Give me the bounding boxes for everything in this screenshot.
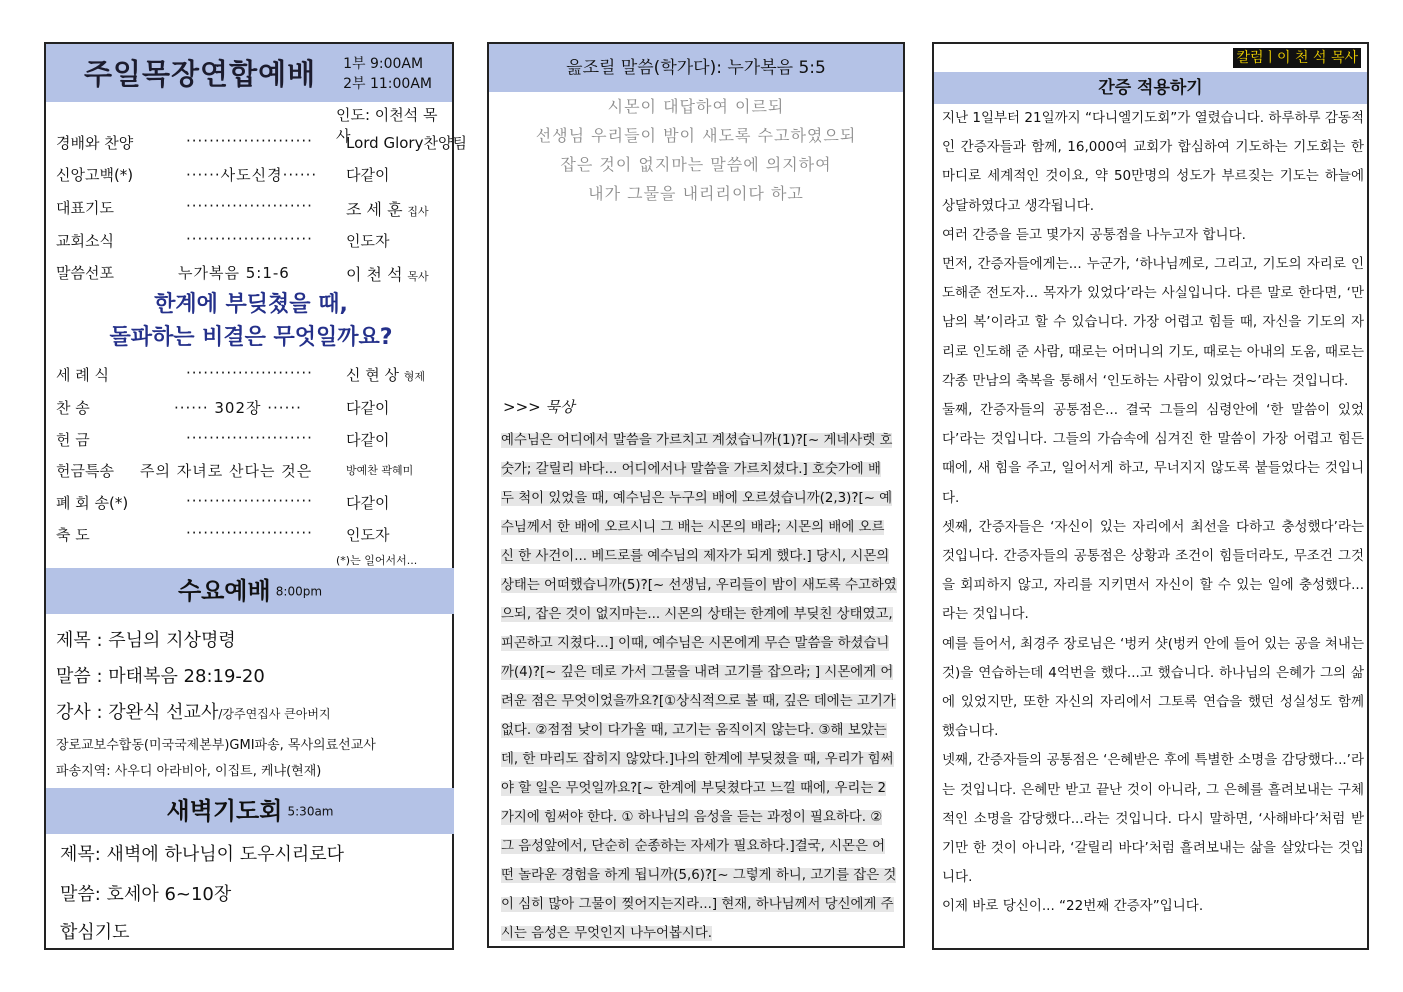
column-panel bbox=[932, 42, 1369, 950]
order-item: 신앙고백(*) bbox=[56, 166, 134, 184]
meditation-label: >>> 묵상 bbox=[503, 398, 575, 416]
order-person: 다같이 bbox=[346, 431, 390, 449]
sunday-service-header bbox=[46, 44, 452, 102]
dawn-prayer-title: 새벽기도회 bbox=[166, 797, 283, 825]
wednesday-speaker-mission: 파송지역: 사우디 아라비아, 이집트, 케냐(현재) bbox=[56, 764, 322, 779]
dawn-topic: 제목: 새벽에 하나님이 도우시리로다 bbox=[60, 844, 345, 865]
order-person: 이 천 석 목사 bbox=[346, 265, 429, 284]
order-item: 대표기도 bbox=[56, 199, 114, 217]
column-paragraph: 먼저, 간증자들에게는... 누군가, ‘하나님께로, 그리고, 기도의 자리로 인도해준 전도자... 목자가 있었다’라는 사실입니다. 다른 말로 한다면, ‘만남의 복’이라고 할 수 있습니다. 가장 어렵고 힘들 때, 자신을 기도의 자리로 인도해 준 사람, 때로는 어머니의 기도, 때로는 아내의 도움, 때로는 각종 만남의 축복을 통해서 ‘인도하는 사람이 있었다~’라는 것입니다. bbox=[942, 256, 1364, 389]
verse-line: 잡은 것이 없지마는 말씀에 의지하여 bbox=[560, 155, 832, 174]
order-detail: ······················ bbox=[186, 364, 313, 382]
column-paragraph: 셋째, 간증자들은 ‘자신이 있는 자리에서 최선을 다하고 충성했다’라는 것입니다. 간증자들의 공통점은 상황과 조건이 힘들더라도, 무조건 그것을 회피하지 않고, 자리를 지키면서 자신이 할 수 있는 일에 충성했다...라는 것입니다. bbox=[942, 518, 1364, 623]
wednesday-service-header bbox=[46, 568, 454, 614]
order-detail: ······················ bbox=[186, 197, 313, 215]
order-item: 헌금특송 bbox=[56, 462, 114, 480]
order-person: 다같이 bbox=[346, 494, 390, 512]
column-paragraph: 이제 바로 당신이... “22번째 간증자”입니다. bbox=[942, 898, 1204, 915]
order-detail: ······················ bbox=[186, 429, 313, 447]
order-person: 다같이 bbox=[346, 399, 390, 417]
column-paragraph: 여러 간증을 듣고 몇가지 공통점을 나누고자 합니다. bbox=[942, 226, 1246, 243]
order-item: 헌 금 bbox=[56, 431, 90, 449]
dawn-note: 합심기도 bbox=[60, 922, 130, 943]
order-detail: ······················ bbox=[186, 230, 313, 248]
column-paragraph: 넷째, 간증자들의 공통점은 ‘은혜받은 후에 특별한 소명을 감당했다...’라는 것입니다. 은혜만 받고 끝난 것이 아니라, 그 은혜를 흘려보내는 구체적인 소명을 감당했다...라는 것입니다. 다시 말하면, ‘사해바다’처럼 받기만 한 것이 아니라, ‘갈릴리 바다’처럼 흘려보내는 삶을 살았다는 것입니다. bbox=[942, 752, 1364, 886]
recitation-verse bbox=[489, 92, 903, 208]
sunday-service-title: 주일목장연합예배 bbox=[84, 57, 317, 91]
verse-line: 내가 그물을 내리리이다 하고 bbox=[588, 184, 804, 203]
order-item: 말씀선포 bbox=[56, 264, 114, 282]
meditation-panel bbox=[487, 42, 905, 948]
order-person: 방예찬 곽혜미 bbox=[346, 464, 414, 477]
sermon-title-line-1: 한계에 부딪쳤을 때, bbox=[154, 292, 348, 317]
order-item: 폐 회 송(*) bbox=[56, 494, 129, 512]
service-leader: 인도: 이천석 목사 bbox=[336, 106, 438, 145]
column-author-tag: 칼럼ㅣ이 천 석 목사 bbox=[1233, 48, 1361, 68]
order-person: 인도자 bbox=[346, 232, 390, 250]
sermon-title-line-2: 돌파하는 비결은 무엇일까요? bbox=[109, 325, 393, 350]
order-person: 조 세 훈 집사 bbox=[346, 200, 429, 219]
order-person: 인도자 bbox=[346, 526, 390, 544]
order-detail: ······················ bbox=[186, 132, 313, 150]
sermon-title bbox=[46, 288, 456, 354]
worship-order-panel bbox=[44, 42, 467, 950]
wednesday-scripture: 말씀 : 마태복음 28:19-20 bbox=[56, 666, 265, 687]
recitation-verse-header: 읊조릴 말씀(학가다): 누가복음 5:5 bbox=[489, 44, 903, 92]
order-person: 신 현 상 형제 bbox=[346, 366, 426, 384]
order-detail: ······················ bbox=[186, 492, 313, 510]
column-body bbox=[942, 104, 1364, 922]
order-detail: 주의 자녀로 산다는 것은 bbox=[140, 462, 313, 480]
order-detail: ······················ bbox=[186, 524, 313, 542]
order-item: 축 도 bbox=[56, 526, 90, 544]
order-item: 찬 송 bbox=[56, 399, 90, 417]
column-paragraph: 예를 들어서, 최경주 장로님은 ‘벙커 샷(벙커 안에 들어 있는 공을 쳐내는 것)을 연습하는데 4억번을 했다...고 했습니다. 하나님의 은혜가 그의 삶에 있었지만, 또한 자신의 자리에서 그토록 연습을 했던 성실성도 함께 했습니다. bbox=[942, 635, 1364, 740]
order-detail: ······사도신경······ bbox=[186, 166, 318, 184]
service-time-1: 1부 9:00AM bbox=[343, 56, 424, 72]
column-paragraph: 둘째, 간증자들의 공통점은... 결국 그들의 심령안에 ‘한 말씀이 있었다’라는 것입니다. 그들의 가슴속에 심겨진 한 말씀이 가장 어렵고 힘든 때에, 새 힘을 주고, 일어서게 하고, 무너지지 않도록 붙들었다는 것입니다. bbox=[942, 402, 1364, 506]
order-detail: 누가복음 5:1-6 bbox=[178, 264, 290, 282]
dawn-prayer-time: 5:30am bbox=[287, 804, 334, 819]
meditation-body: 예수님은 어디에서 말씀을 가르치고 계셨습니까(1)?[~ 게네사렛 호숫가; 갈릴리 바다... 어디에서나 말씀을 가르치셨다.] 호숫가에 배 두 척이 있었을 때, 예수님은 누구의 배에 오르셨습니까(2,3)?[~ 예수님께서 한 배에 오르시니 그 배는 시몬의 배라; 시몬의 배에 오르신 한 사건이... 베드로를 예수님의 제자가 되게 했다.] 당시, 시몬의 상태는 어떠했습니까(5)?[~ 선생님, 우리들이 밤이 새도록 수고하였으되, 잡은 것이 없지마는... 시몬의 상태는 한계에 부딪친 상태였고, 피곤하고 지쳤다...] 이때, 예수님은 시몬에게 무슨 말씀을 하셨습니까(4)?[~ 깊은 데로 가서 그물을 내려 고기를 잡으라; ] 시몬에게 어려운 점은 무엇이었을까요?[①상식적으로 볼 때, 깊은 데에는 고기가 없다. ②점점 낮이 다가올 때, 고기는 움직이지 않는다. ③해 보았는데, 한 마리도 잡히지 않았다.]나의 한계에 부딪쳤을 때, 우리가 힘써야 할 일은 무엇일까요?[~ 한계에 부딪쳤다고 느낄 때에, 우리는 2가지에 힘써야 한다. ① 하나님의 음성을 듣는 과정이 필요하다. ② 그 음성앞에서, 단순히 순종하는 자세가 필요하다.]결국, 시몬은 어떤 놀라운 경험을 하게 됩니까(5,6)?[~ 그렇게 하니, 고기를 잡은 것이 심히 많아 그물이 찢어지는지라...] 현재, 하나님께서 당신에게 주시는 음성은 무엇인지 나누어봅시다. bbox=[501, 433, 897, 941]
wednesday-speaker: 강사 : 강완식 선교사/강주연집사 큰아버지 bbox=[56, 702, 331, 723]
order-person: 다같이 bbox=[346, 166, 390, 184]
order-detail: ······ 302장 ······ bbox=[174, 399, 302, 417]
verse-line: 시몬이 대답하여 이르되 bbox=[607, 97, 785, 116]
column-paragraph: 지난 1일부터 21일까지 “다니엘기도회”가 열렸습니다. 하루하루 감동적인 간증자들과 함께, 16,000여 교회가 합심하여 기도하는 기도회는 한마디로 세계적인 것이요, 약 50만명의 성도가 부르짖는 기도는 하늘에 상달하였다고 생각됩니다. bbox=[942, 110, 1364, 214]
dawn-scripture: 말씀: 호세아 6~10장 bbox=[60, 884, 232, 905]
dawn-prayer-header bbox=[46, 788, 454, 834]
verse-line: 선생님 우리들이 밤이 새도록 수고하였으되 bbox=[535, 126, 857, 145]
order-item: 세 례 식 bbox=[56, 366, 110, 384]
wednesday-service-title: 수요예배 bbox=[177, 577, 271, 605]
standing-note: (*)는 일어서서... bbox=[336, 554, 418, 567]
column-title: 간증 적용하기 bbox=[934, 72, 1367, 104]
wednesday-topic: 제목 : 주님의 지상명령 bbox=[56, 630, 236, 651]
order-person: Lord Glory찬양팀 bbox=[346, 134, 467, 152]
service-time-2: 2부 11:00AM bbox=[343, 76, 432, 92]
order-item: 교회소식 bbox=[56, 232, 114, 250]
wednesday-speaker-affiliation: 장로교보수합동(미국국제본부)GMI파송, 목사의료선교사 bbox=[56, 738, 376, 753]
wednesday-service-time: 8:00pm bbox=[275, 584, 323, 599]
service-times bbox=[343, 54, 432, 94]
order-item: 경배와 찬양 bbox=[56, 134, 134, 152]
